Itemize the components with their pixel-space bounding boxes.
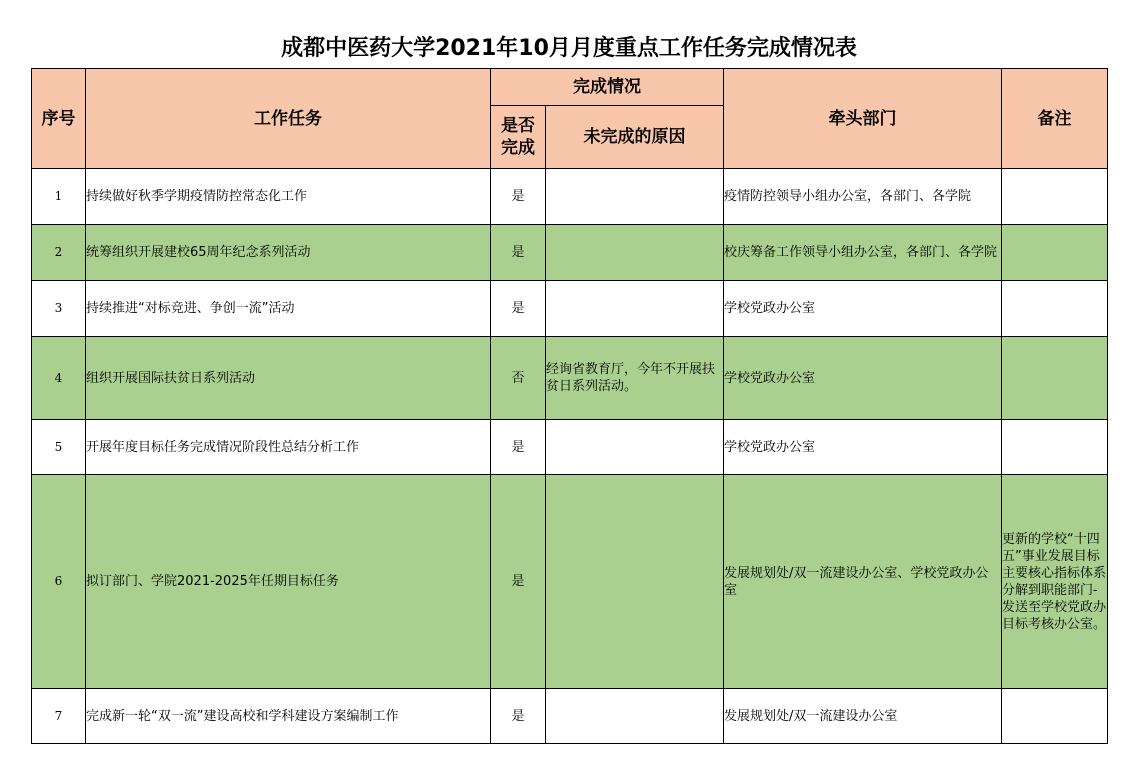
row-task: 统筹组织开展建校65周年纪念系列活动 bbox=[86, 225, 491, 281]
row-seq: 4 bbox=[32, 337, 86, 420]
row-dept: 发展规划处/双一流建设办公室 bbox=[724, 689, 1002, 744]
header-task: 工作任务 bbox=[86, 69, 491, 169]
row-seq: 1 bbox=[32, 169, 86, 225]
row-note bbox=[1002, 420, 1108, 475]
row-reason: 经询省教育厅，今年不开展扶贫日系列活动。 bbox=[546, 337, 724, 420]
row-seq: 3 bbox=[32, 281, 86, 337]
row-note bbox=[1002, 337, 1108, 420]
row-task: 持续推进“对标竞进、争创一流”活动 bbox=[86, 281, 491, 337]
table-row bbox=[32, 225, 1108, 281]
row-note bbox=[1002, 689, 1108, 744]
row-dept: 学校党政办公室 bbox=[724, 281, 1002, 337]
row-done: 是 bbox=[491, 281, 546, 337]
table-row bbox=[32, 689, 1108, 744]
row-done: 是 bbox=[491, 225, 546, 281]
row-note bbox=[1002, 225, 1108, 281]
row-done: 是 bbox=[491, 169, 546, 225]
row-note bbox=[1002, 281, 1108, 337]
row-done: 否 bbox=[491, 337, 546, 420]
table-row bbox=[32, 420, 1108, 475]
row-done: 是 bbox=[491, 689, 546, 744]
table-row bbox=[32, 169, 1108, 225]
task-table bbox=[31, 68, 1108, 744]
row-note bbox=[1002, 169, 1108, 225]
row-task: 组织开展国际扶贫日系列活动 bbox=[86, 337, 491, 420]
row-dept: 疫情防控领导小组办公室，各部门、各学院 bbox=[724, 169, 1002, 225]
row-note: 更新的学校“十四五”事业发展目标主要核心指标体系分解到职能部门-发送至学校党政办目标考核办公室。 bbox=[1002, 475, 1108, 689]
row-task: 开展年度目标任务完成情况阶段性总结分析工作 bbox=[86, 420, 491, 475]
row-task: 拟订部门、学院2021-2025年任期目标任务 bbox=[86, 475, 491, 689]
row-reason bbox=[546, 689, 724, 744]
table-row bbox=[32, 475, 1108, 689]
row-reason bbox=[546, 420, 724, 475]
row-task: 持续做好秋季学期疫情防控常态化工作 bbox=[86, 169, 491, 225]
row-reason bbox=[546, 169, 724, 225]
row-reason bbox=[546, 225, 724, 281]
row-reason bbox=[546, 281, 724, 337]
header-reason: 未完成的原因 bbox=[546, 106, 724, 169]
row-dept: 学校党政办公室 bbox=[724, 420, 1002, 475]
header-seq: 序号 bbox=[32, 69, 86, 169]
row-reason bbox=[546, 475, 724, 689]
row-dept: 发展规划处/双一流建设办公室、学校党政办公室 bbox=[724, 475, 1002, 689]
page-title: 成都中医药大学2021年10月月度重点工作任务完成情况表 bbox=[281, 36, 857, 61]
table-row bbox=[32, 337, 1108, 420]
header-dept: 牵头部门 bbox=[724, 69, 1002, 169]
row-seq: 2 bbox=[32, 225, 86, 281]
row-seq: 7 bbox=[32, 689, 86, 744]
table-row bbox=[32, 281, 1108, 337]
row-seq: 5 bbox=[32, 420, 86, 475]
header-completion-group: 完成情况 bbox=[491, 69, 724, 106]
row-seq: 6 bbox=[32, 475, 86, 689]
row-dept: 学校党政办公室 bbox=[724, 337, 1002, 420]
header-is-done: 是否完成 bbox=[491, 106, 546, 169]
header-note: 备注 bbox=[1002, 69, 1108, 169]
row-task: 完成新一轮“双一流”建设高校和学科建设方案编制工作 bbox=[86, 689, 491, 744]
row-dept: 校庆筹备工作领导小组办公室，各部门、各学院 bbox=[724, 225, 1002, 281]
row-done: 是 bbox=[491, 475, 546, 689]
row-done: 是 bbox=[491, 420, 546, 475]
